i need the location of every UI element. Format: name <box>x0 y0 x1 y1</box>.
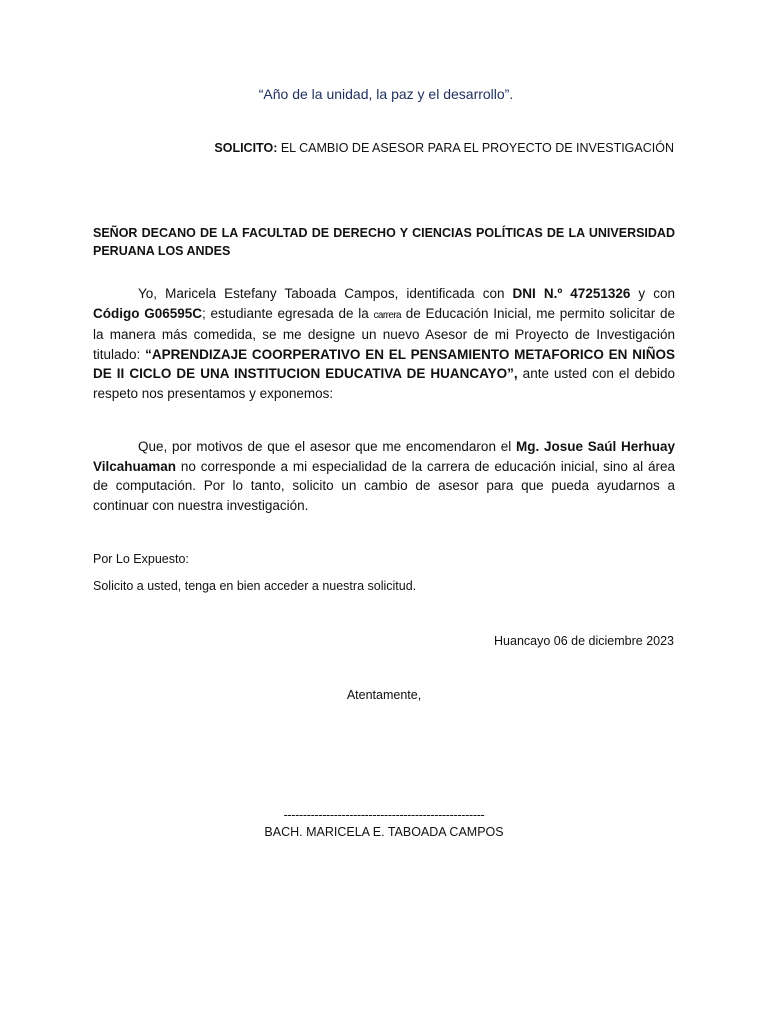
p1-text-1: Yo, Maricela Estefany Taboada Campos, identificada con <box>138 286 513 301</box>
por-lo-expuesto: Por Lo Expuesto: <box>93 552 189 566</box>
student-code: Código G06595C <box>93 305 203 321</box>
place-date: Huancayo 06 de diciembre 2023 <box>494 634 674 648</box>
p1-text-2: y con <box>630 286 675 301</box>
subject-line <box>214 141 674 155</box>
advisor-name: Mg. Josue Saúl Herhuay Vilcahuaman <box>93 439 675 474</box>
p1-text-3: ; estudiante egresada de la <box>202 305 374 321</box>
signature-name: BACH. MARICELA E. TABOADA CAMPOS <box>264 825 504 839</box>
paragraph-reason <box>93 437 675 515</box>
addressee: SEÑOR DECANO DE LA FACULTAD DE DERECHO Y CIENCIAS POLÍTICAS DE LA UNIVERSIDAD PERUANA LOS ANDES <box>93 226 675 258</box>
signature-line: ---------------------------------------------------- <box>283 808 485 822</box>
subject-label: SOLICITO: <box>214 141 278 155</box>
p2-text-2: no corresponde a mi especialidad de la carrera de educación inicial, sino al área de computación. Por lo tanto, solicito un cambio de asesor para que pueda ayudarnos a continuar con nuestra investigación. <box>93 458 675 513</box>
subject-text: EL CAMBIO DE ASESOR PARA EL PROYECTO DE INVESTIGACIÓN <box>277 141 674 155</box>
year-motto: “Año de la unidad, la paz y el desarrollo”. <box>258 86 514 102</box>
project-title: “APRENDIZAJE COORPERATIVO EN EL PENSAMIENTO METAFORICO EN NIÑOS DE II CICLO DE UNA INSTITUCION EDUCATIVA DE HUANCAYO”, <box>93 346 675 381</box>
closing: Atentamente, <box>346 688 422 702</box>
request-statement: Solicito a usted, tenga en bien acceder a nuestra solicitud. <box>93 579 417 593</box>
paragraph-request <box>93 284 675 403</box>
p1-text-4: de Educación Inicial, me permito solicitar de la manera más comedida, se me designe un nuevo Asesor de mi Proyecto de Investigación titulado: <box>93 305 675 362</box>
p2-text-1: Que, por motivos de que el asesor que me encomendaron el <box>138 439 516 454</box>
p1-text-5: ante usted con el debido respeto nos presentamos y exponemos: <box>93 366 675 401</box>
dni-number: DNI N.º 47251326 <box>512 286 631 301</box>
carrera-word: carrera <box>373 309 402 321</box>
